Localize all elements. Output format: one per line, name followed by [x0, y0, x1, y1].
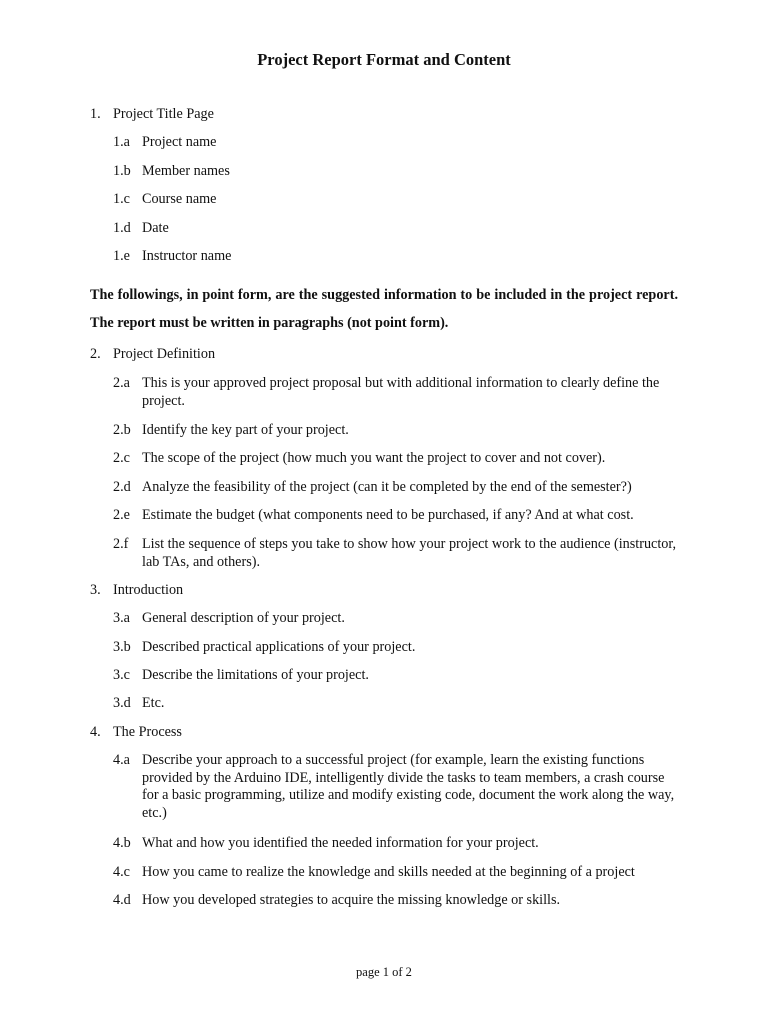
item-number: 2.f — [113, 536, 129, 552]
item-number: 4.a — [113, 752, 130, 768]
item-number: 3.a — [113, 610, 130, 626]
list-item: General description of your project. — [142, 610, 345, 626]
item-number: 3.b — [113, 639, 131, 655]
item-number: 2.a — [113, 375, 130, 391]
list-item: Instructor name — [142, 248, 232, 264]
item-number: 2.e — [113, 507, 130, 523]
section-number: 3. — [90, 582, 101, 598]
list-item: How you developed strategies to acquire the missing knowledge or skills. — [142, 892, 561, 908]
list-item: Course name — [142, 191, 217, 207]
item-number: 3.d — [113, 695, 131, 711]
item-number: 4.d — [113, 892, 131, 908]
list-item: Analyze the feasibility of the project (can it be completed by the end of the semester?) — [142, 479, 632, 495]
item-number: 2.d — [113, 479, 131, 495]
instruction-note: The followings, in point form, are the suggested information to be included in the project report. The report must be written in paragraphs (not point form). — [90, 287, 678, 331]
list-item: Described practical applications of your project. — [142, 639, 416, 655]
section-number: 4. — [90, 724, 101, 740]
page-title: Project Report Format and Content — [257, 50, 511, 69]
item-number: 4.b — [113, 835, 131, 851]
list-item: Describe your approach to a successful project (for example, learn the existing functions provided by the Arduino IDE, intelligently divide the tasks to team members, a crash course for a basic programming, utilize and modify existing code, document the work along the way, etc.) — [142, 752, 675, 821]
item-number: 1.a — [113, 134, 130, 150]
list-item: Etc. — [142, 695, 165, 711]
item-number: 3.c — [113, 667, 130, 683]
list-item: How you came to realize the knowledge and skills needed at the beginning of a project — [142, 864, 635, 880]
list-item: List the sequence of steps you take to show how your project work to the audience (instructor, lab TAs, and others). — [142, 536, 677, 570]
section-number: 2. — [90, 346, 101, 362]
item-number: 2.c — [113, 450, 130, 466]
item-number: 1.b — [113, 163, 131, 179]
page-number: page 1 of 2 — [356, 965, 412, 979]
item-number: 4.c — [113, 864, 130, 880]
section-heading: Project Definition — [113, 346, 216, 362]
list-item: Identify the key part of your project. — [142, 422, 349, 438]
list-item: The scope of the project (how much you want the project to cover and not cover). — [142, 450, 606, 466]
section-number: 1. — [90, 106, 101, 122]
list-item: Date — [142, 220, 169, 236]
item-number: 1.c — [113, 191, 130, 207]
section-heading: Project Title Page — [113, 106, 214, 122]
list-item: Project name — [142, 134, 217, 150]
item-number: 2.b — [113, 422, 131, 438]
list-item: Member names — [142, 163, 230, 179]
item-number: 1.d — [113, 220, 131, 236]
list-item: What and how you identified the needed information for your project. — [142, 835, 539, 851]
item-number: 1.e — [113, 248, 130, 264]
list-item: Describe the limitations of your project. — [142, 667, 369, 683]
list-item: This is your approved project proposal but with additional information to clearly define the project. — [142, 375, 660, 409]
list-item: Estimate the budget (what components need to be purchased, if any? And at what cost. — [142, 507, 634, 523]
section-heading: The Process — [113, 724, 182, 740]
section-heading: Introduction — [113, 582, 184, 598]
